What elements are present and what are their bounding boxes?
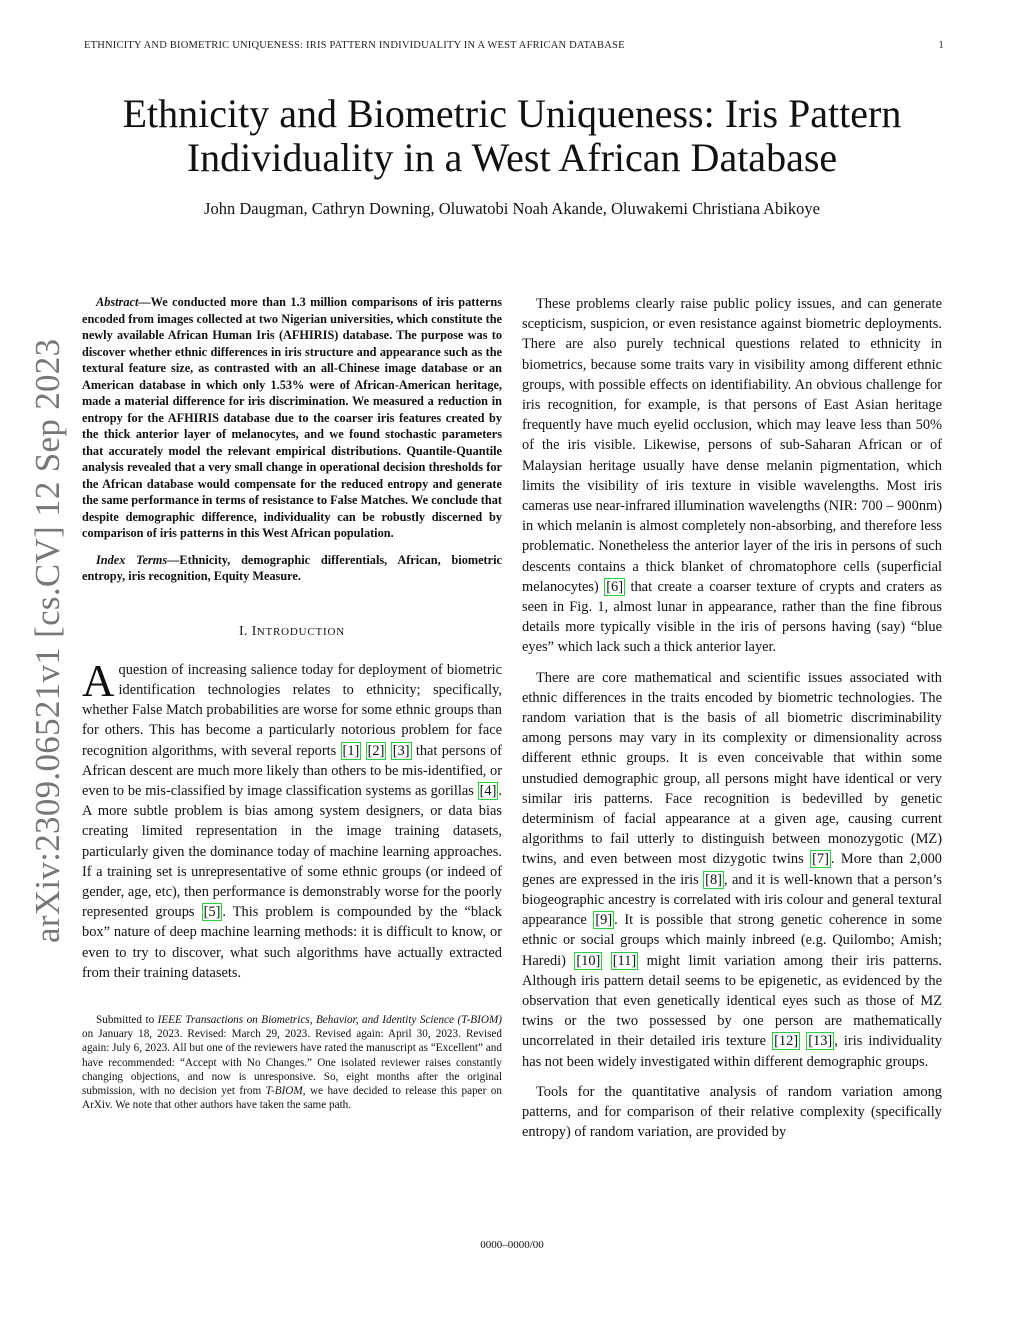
abstract-text: —We conducted more than 1.3 million comparisons of iris patterns encoded from images collected at two Nigerian universities, which constitute the newly available African Human Iris (AFHIRIS) database. The purpose was to discover whether ethnic differences in iris structure and appearance such as the textural feature size, as contrasted with an all-Chinese image database or an American database in which only 1.53% were of African-American heritage, made a material difference for iris discrimination. We measured a reduction in entropy for the AFHIRIS database due to the coarser iris features created by the thick anterior layer of melanocytes, and we found stochastic parameters that accurately model the relevant empirical distributions. Quantile-Quantile analysis revealed that a very small change in operational decision thresholds for the African database would compensate for the reduced entropy and generate the same performance in terms of resistance to False Matches. We conclude that despite demographic difference, individuality can be robustly discerned by comparison of iris patterns in this West African population. — [82, 295, 502, 540]
intro-text-b: that persons of African descent are much more likely than others to be mis-identified, or even to be mis-classified by image classification systems as gorillas — [82, 742, 502, 799]
drop-cap: A — [82, 655, 115, 706]
author-list: John Daugman, Cathryn Downing, Oluwatobi Noah Akande, Oluwakemi Christiana Abikoye — [204, 199, 820, 218]
intro-text-d: . This problem is compounded by the “black box” nature of deep machine learning methods: it is difficult to know, or even to try to discover, what such algorithms have actually extracted from their training datasets. — [82, 904, 502, 981]
running-head-text: ETHNICITY AND BIOMETRIC UNIQUENESS: IRIS PATTERN INDIVIDUALITY IN A WEST AFRICAN DATABASE — [84, 40, 625, 51]
journal-name: IEEE Transactions on Biometrics, Behavior, and Identity Science (T-BIOM) — [157, 1013, 502, 1026]
page-number: 1 — [938, 40, 944, 51]
citation-link[interactable]: [12] — [774, 1033, 799, 1050]
body-text: , and it is well-known that a person’s biogeographic ancestry is correlated with iris colour and general textural appearance — [522, 871, 943, 929]
left-column — [82, 294, 502, 1112]
section-heading-introduction — [82, 621, 502, 642]
journal-abbrev: T-BIOM — [265, 1084, 303, 1097]
citation-link[interactable]: [13] — [808, 1033, 833, 1050]
footnote-text-b: on January 18, 2023. Revised: March 29, 2023. Revised again: April 30, 2023. Revised again: July 6, 2023. All but one of the reviewers have rated the manuscript as “Excellent” and have recommended: “Accept with No Changes.” One isolated reviewer raises constantly changing objections, and now is unresponsive. So, eight months after the original submission, with no decision yet from — [82, 1028, 502, 1097]
abstract — [82, 294, 502, 542]
body-text: These problems clearly raise public policy issues, and can generate scepticism, suspicion, or even resistance against biometric deployments. There are also purely technical questions related to ethnicity in biometrics, because some traits vary in visibility among different ethnic groups, with possible effects on identifiability. An obvious challenge for iris recognition, for example, is that persons of East Asian heritage frequently have much eyelid occlusion, which may leave less than 50% of the iris visible. Likewise, persons of sub-Saharan African or of Malaysian heritage usually have dense melanin pigmentation, which limits the visibility of iris texture in visible wavelengths. Most iris cameras use near-infrared illumination wavelengths (NIR: 700 – 900nm) in which melanin is almost completely non-absorbing, and therefore less problematic. Nonetheless the anterior layer of the iris in persons of such descents contains a thick blanket of chromatophore cells (superficial melanocytes) — [522, 296, 942, 595]
page-footer: 0000–0000/00 — [480, 1239, 544, 1251]
body-text: that create a coarser texture of crypts and craters as seen in Fig. 1, almost lunar in appearance, rather than the fine fibrous details more typically visible in the iris of persons having (say) “blue eyes” which lack such a thick anterior layer. — [522, 578, 942, 656]
abstract-label: Abstract — [96, 295, 139, 309]
running-head — [84, 40, 944, 51]
citation-link[interactable]: [5] — [203, 904, 221, 921]
section-title-rest: NTRODUCTION — [256, 625, 345, 638]
body-text: , iris individuality has not been widely investigated within different demographic groups. — [522, 1033, 942, 1070]
section-numeral: I. I — [239, 622, 257, 638]
right-column — [522, 294, 942, 1142]
body-text: There are core mathematical and scientific issues associated with ethnic differences in the traits encoded by biometric technologies. The random variation that is the basis of all biometric discriminability among persons may vary in its complexity or dimensionality across different ethnic groups. It is even conceivable that within some unstudied demographic group, all persons might have identical or very similar iris patterns. Face recognition is bedevilled by genetic determinism of facial appearance at a given age, causing current algorithms to fail utterly to distinguish between monozygotic (MZ) twins, and even between most dizygotic twins — [522, 669, 942, 868]
citation-link[interactable]: [10] — [576, 952, 601, 969]
index-terms — [82, 552, 502, 585]
body-text: . More than 2,000 genes are expressed in the iris — [522, 851, 942, 888]
body-text: . It is possible that strong genetic coherence in some ethnic or social groups which mainly inbreed (e.g. Quilombo; Amish; Haredi) — [522, 912, 942, 969]
citation-link[interactable]: [8] — [705, 871, 722, 888]
citation-link[interactable]: [4] — [479, 782, 497, 799]
body-paragraph — [522, 294, 942, 658]
body-paragraph — [522, 668, 942, 1072]
index-terms-text: —Ethnicity, demographic differentials, African, biometric entropy, iris recognition, Equity Measure. — [82, 552, 502, 583]
intro-text-a: question of increasing salience today for deployment of biometric identification technologies relates to ethnicity; specifically, whether False Match probabilities are worse for some ethnic groups than for others. This has become a particularly notorious problem for face recognition algorithms, with several reports — [82, 661, 502, 759]
title-line-1: Ethnicity and Biometric Uniqueness: Iris Pattern — [122, 91, 902, 136]
submission-footnote — [82, 1013, 502, 1112]
intro-paragraph — [82, 655, 502, 983]
citation-link[interactable]: [1] — [342, 742, 360, 759]
citation-link[interactable]: [11] — [612, 952, 637, 969]
paper-title — [60, 92, 964, 180]
citation-link[interactable]: [2] — [367, 742, 385, 759]
body-paragraph: Tools for the quantitative analysis of random variation among patterns, and for comparison of their relative complexity (specifically entropy) of random variation, are provided by — [522, 1083, 942, 1141]
footnote-text-c: , we have decided to release this paper on ArXiv. We note that other authors have taken the same path. — [82, 1084, 502, 1112]
citation-link[interactable]: [9] — [595, 912, 613, 929]
body-text: might limit variation among their iris patterns. Although iris pattern detail seems to be epigenetic, as evidenced by the observation that even genetically identical eyes such as those of MZ twins or the two possessed by one person are mathematically uncorrelated in their detailed iris texture — [522, 952, 942, 1050]
citation-link[interactable]: [7] — [812, 851, 829, 868]
arxiv-stamp: arXiv:2309.06521v1 [cs.CV] 12 Sep 2023 — [28, 338, 67, 943]
footnote-text-a: Submitted to — [96, 1013, 158, 1026]
index-terms-label: Index Terms — [96, 552, 168, 567]
citation-link[interactable]: [6] — [606, 578, 623, 595]
citation-link[interactable]: [3] — [392, 742, 410, 759]
intro-text-c: . A more subtle problem is bias among system designers, or data bias creating limited representation in the image training datasets, particularly given the dominance today of machine learning approaches. If a training set is unrepresentative of some ethnic groups (or indeed of gender, age, etc), then performance is demonstrably worse for the poorly represented groups — [82, 782, 502, 921]
title-line-2: Individuality in a West African Database — [186, 135, 838, 180]
